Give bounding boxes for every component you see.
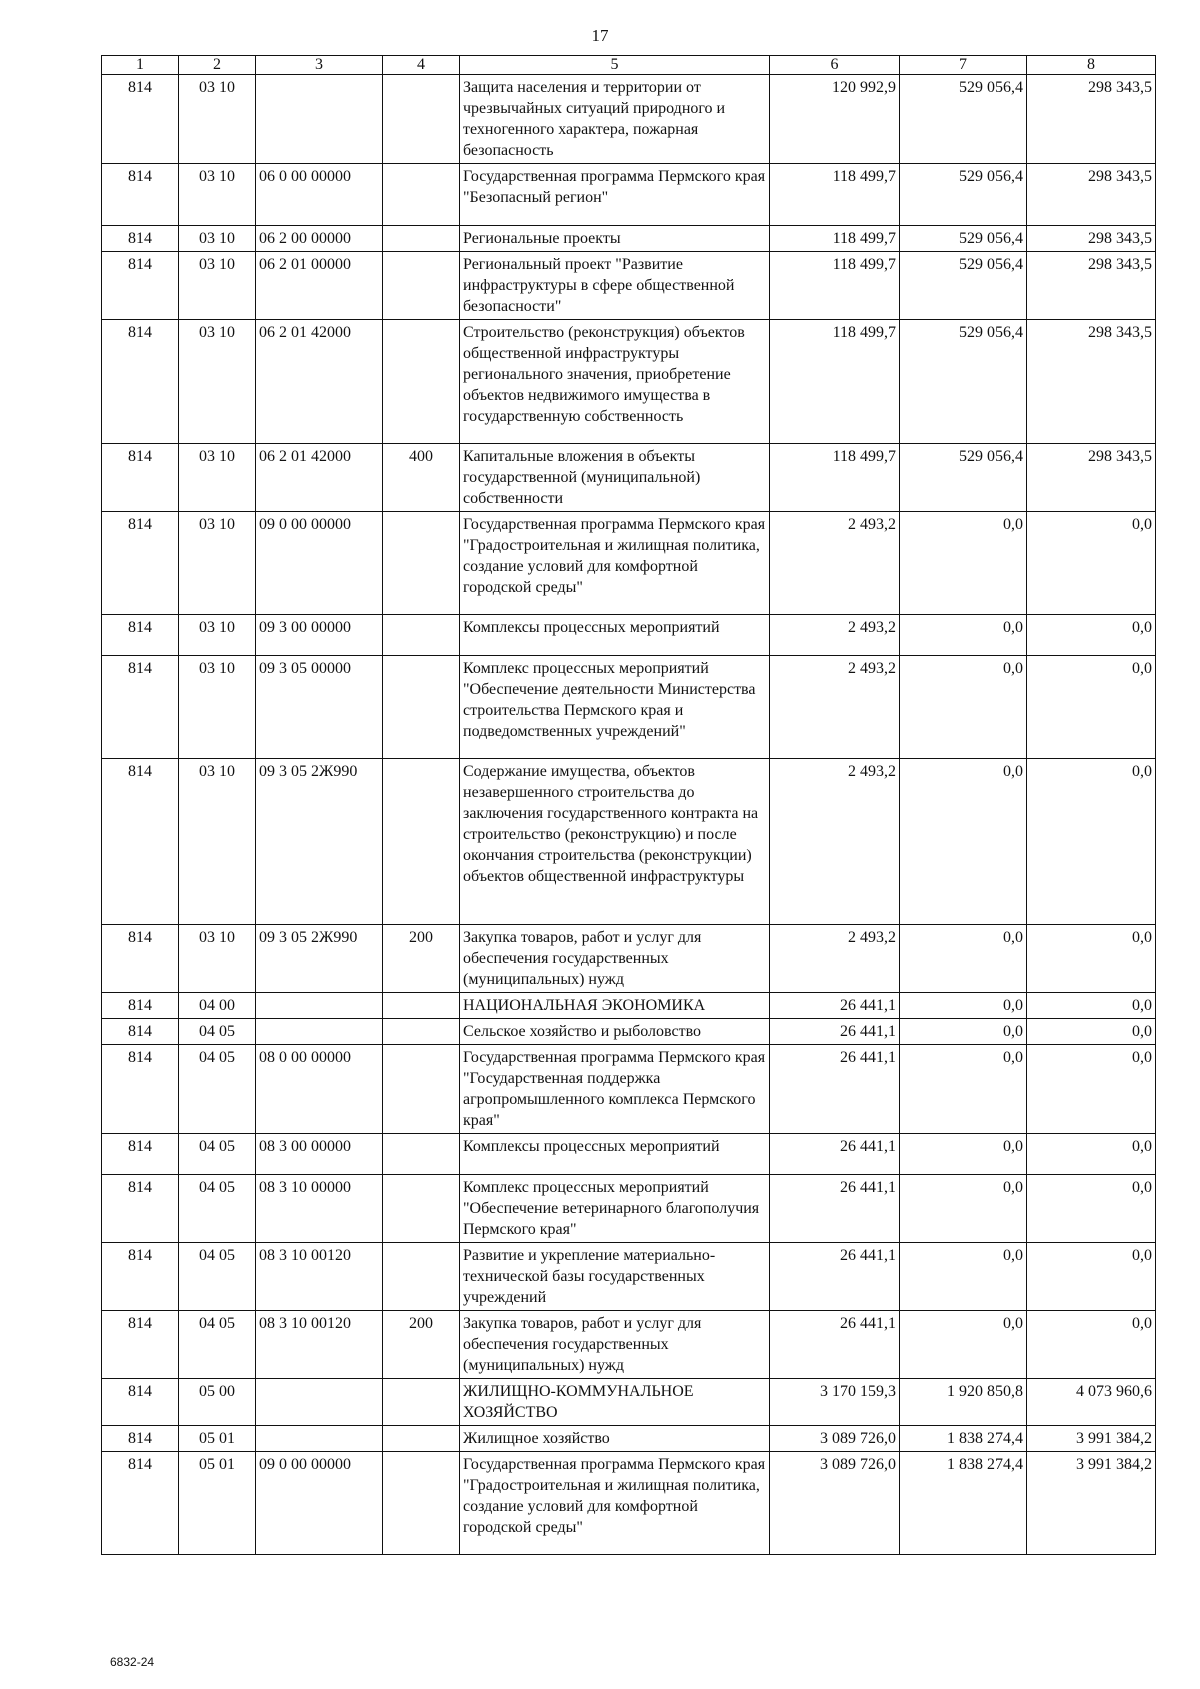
cell-amount-8: 0,0 xyxy=(1027,1311,1156,1379)
table-row xyxy=(102,1379,1156,1426)
cell-expense-type xyxy=(383,1379,460,1426)
table-body xyxy=(102,75,1156,1555)
cell-target-article: 08 3 10 00120 xyxy=(256,1311,383,1379)
column-header: 2 xyxy=(179,56,256,75)
cell-amount-7: 529 056,4 xyxy=(900,226,1027,252)
cell-amount-7: 0,0 xyxy=(900,993,1027,1019)
cell-department: 814 xyxy=(102,512,179,615)
cell-amount-8: 0,0 xyxy=(1027,656,1156,759)
cell-amount-6: 2 493,2 xyxy=(770,925,900,993)
cell-department: 814 xyxy=(102,1379,179,1426)
cell-department: 814 xyxy=(102,164,179,226)
cell-amount-6: 3 089 726,0 xyxy=(770,1452,900,1555)
cell-expense-type xyxy=(383,512,460,615)
cell-section: 04 00 xyxy=(179,993,256,1019)
cell-description: Региональные проекты xyxy=(460,226,770,252)
cell-expense-type xyxy=(383,993,460,1019)
cell-amount-7: 1 920 850,8 xyxy=(900,1379,1027,1426)
cell-department: 814 xyxy=(102,1134,179,1175)
table-header xyxy=(102,56,1156,75)
cell-amount-8: 3 991 384,2 xyxy=(1027,1452,1156,1555)
cell-expense-type: 400 xyxy=(383,444,460,512)
cell-amount-8: 0,0 xyxy=(1027,993,1156,1019)
column-header: 8 xyxy=(1027,56,1156,75)
cell-expense-type xyxy=(383,1175,460,1243)
table-row xyxy=(102,512,1156,615)
cell-department: 814 xyxy=(102,615,179,656)
cell-department: 814 xyxy=(102,226,179,252)
cell-expense-type xyxy=(383,1134,460,1175)
table-row xyxy=(102,320,1156,444)
cell-section: 03 10 xyxy=(179,320,256,444)
cell-amount-8: 0,0 xyxy=(1027,1134,1156,1175)
cell-target-article xyxy=(256,75,383,164)
table-row xyxy=(102,1452,1156,1555)
cell-amount-7: 1 838 274,4 xyxy=(900,1452,1027,1555)
cell-description: Защита населения и территории от чрезвычайных ситуаций природного и техногенного характера, пожарная безопасность xyxy=(460,75,770,164)
cell-description: Государственная программа Пермского края "Безопасный регион" xyxy=(460,164,770,226)
cell-target-article: 08 3 00 00000 xyxy=(256,1134,383,1175)
table-row xyxy=(102,656,1156,759)
cell-target-article: 09 3 05 2Ж990 xyxy=(256,925,383,993)
cell-department: 814 xyxy=(102,252,179,320)
header-row xyxy=(102,56,1156,75)
cell-department: 814 xyxy=(102,1175,179,1243)
cell-section: 04 05 xyxy=(179,1311,256,1379)
column-header: 3 xyxy=(256,56,383,75)
cell-department: 814 xyxy=(102,1045,179,1134)
cell-amount-6: 2 493,2 xyxy=(770,512,900,615)
cell-expense-type xyxy=(383,226,460,252)
table-row xyxy=(102,1311,1156,1379)
cell-amount-8: 0,0 xyxy=(1027,1175,1156,1243)
table-row xyxy=(102,252,1156,320)
cell-description: Государственная программа Пермского края "Градостроительная и жилищная политика, создание условий для комфортной городской среды" xyxy=(460,512,770,615)
cell-amount-6: 26 441,1 xyxy=(770,1311,900,1379)
cell-expense-type xyxy=(383,1019,460,1045)
cell-section: 03 10 xyxy=(179,759,256,925)
cell-section: 05 01 xyxy=(179,1426,256,1452)
cell-amount-6: 3 089 726,0 xyxy=(770,1426,900,1452)
table-row xyxy=(102,1019,1156,1045)
cell-amount-6: 118 499,7 xyxy=(770,164,900,226)
cell-description: Комплекс процессных мероприятий "Обеспечение ветеринарного благополучия Пермского края" xyxy=(460,1175,770,1243)
cell-amount-6: 2 493,2 xyxy=(770,656,900,759)
cell-amount-6: 118 499,7 xyxy=(770,226,900,252)
cell-section: 03 10 xyxy=(179,615,256,656)
cell-department: 814 xyxy=(102,1452,179,1555)
cell-amount-7: 529 056,4 xyxy=(900,444,1027,512)
table-row xyxy=(102,615,1156,656)
cell-description: Сельское хозяйство и рыболовство xyxy=(460,1019,770,1045)
cell-amount-7: 0,0 xyxy=(900,759,1027,925)
cell-amount-8: 4 073 960,6 xyxy=(1027,1379,1156,1426)
cell-department: 814 xyxy=(102,925,179,993)
cell-description: Закупка товаров, работ и услуг для обеспечения государственных (муниципальных) нужд xyxy=(460,1311,770,1379)
cell-target-article: 08 3 10 00000 xyxy=(256,1175,383,1243)
cell-department: 814 xyxy=(102,75,179,164)
cell-department: 814 xyxy=(102,1311,179,1379)
cell-department: 814 xyxy=(102,444,179,512)
cell-amount-8: 0,0 xyxy=(1027,615,1156,656)
cell-expense-type xyxy=(383,75,460,164)
cell-section: 05 01 xyxy=(179,1452,256,1555)
table-row xyxy=(102,75,1156,164)
cell-expense-type xyxy=(383,1426,460,1452)
cell-description: Государственная программа Пермского края "Государственная поддержка агропромышленного комплекса Пермского края" xyxy=(460,1045,770,1134)
cell-expense-type xyxy=(383,656,460,759)
cell-expense-type xyxy=(383,759,460,925)
cell-target-article: 06 0 00 00000 xyxy=(256,164,383,226)
cell-amount-8: 0,0 xyxy=(1027,512,1156,615)
cell-section: 04 05 xyxy=(179,1045,256,1134)
cell-target-article: 09 0 00 00000 xyxy=(256,512,383,615)
cell-amount-8: 0,0 xyxy=(1027,1243,1156,1311)
cell-amount-7: 529 056,4 xyxy=(900,252,1027,320)
cell-description: Содержание имущества, объектов незавершенного строительства до заключения государственного контракта на строительство (реконструкцию) и после окончания строительства (реконструкции) объектов общественной инфраструктуры xyxy=(460,759,770,925)
cell-amount-6: 120 992,9 xyxy=(770,75,900,164)
table-row xyxy=(102,759,1156,925)
cell-amount-6: 2 493,2 xyxy=(770,615,900,656)
cell-section: 03 10 xyxy=(179,75,256,164)
cell-department: 814 xyxy=(102,1243,179,1311)
cell-amount-7: 0,0 xyxy=(900,1134,1027,1175)
cell-description: Капитальные вложения в объекты государственной (муниципальной) собственности xyxy=(460,444,770,512)
cell-department: 814 xyxy=(102,993,179,1019)
cell-expense-type xyxy=(383,252,460,320)
cell-expense-type xyxy=(383,164,460,226)
cell-description: Строительство (реконструкция) объектов общественной инфраструктуры регионального значения, приобретение объектов недвижимого имущества в государственную собственность xyxy=(460,320,770,444)
cell-amount-8: 298 343,5 xyxy=(1027,226,1156,252)
cell-amount-8: 0,0 xyxy=(1027,1019,1156,1045)
cell-amount-7: 0,0 xyxy=(900,1045,1027,1134)
cell-description: НАЦИОНАЛЬНАЯ ЭКОНОМИКА xyxy=(460,993,770,1019)
column-header: 6 xyxy=(770,56,900,75)
cell-description: ЖИЛИЩНО-КОММУНАЛЬНОЕ ХОЗЯЙСТВО xyxy=(460,1379,770,1426)
cell-expense-type xyxy=(383,1452,460,1555)
cell-section: 03 10 xyxy=(179,656,256,759)
cell-expense-type: 200 xyxy=(383,1311,460,1379)
cell-section: 04 05 xyxy=(179,1243,256,1311)
document-code: 6832-24 xyxy=(110,1655,155,1669)
cell-target-article: 09 0 00 00000 xyxy=(256,1452,383,1555)
cell-amount-8: 298 343,5 xyxy=(1027,320,1156,444)
cell-expense-type: 200 xyxy=(383,925,460,993)
cell-department: 814 xyxy=(102,1426,179,1452)
cell-section: 03 10 xyxy=(179,252,256,320)
cell-expense-type xyxy=(383,1045,460,1134)
cell-expense-type xyxy=(383,615,460,656)
cell-department: 814 xyxy=(102,1019,179,1045)
cell-target-article xyxy=(256,1379,383,1426)
cell-amount-8: 298 343,5 xyxy=(1027,252,1156,320)
table-row xyxy=(102,1175,1156,1243)
cell-section: 04 05 xyxy=(179,1134,256,1175)
cell-amount-6: 26 441,1 xyxy=(770,993,900,1019)
cell-description: Развитие и укрепление материально-технической базы государственных учреждений xyxy=(460,1243,770,1311)
cell-target-article: 09 3 05 00000 xyxy=(256,656,383,759)
cell-amount-8: 298 343,5 xyxy=(1027,164,1156,226)
cell-amount-6: 26 441,1 xyxy=(770,1134,900,1175)
cell-section: 03 10 xyxy=(179,164,256,226)
cell-amount-7: 1 838 274,4 xyxy=(900,1426,1027,1452)
cell-target-article: 09 3 00 00000 xyxy=(256,615,383,656)
column-header: 1 xyxy=(102,56,179,75)
budget-table xyxy=(101,55,1156,1555)
cell-amount-7: 0,0 xyxy=(900,1311,1027,1379)
cell-amount-7: 0,0 xyxy=(900,615,1027,656)
column-header: 4 xyxy=(383,56,460,75)
table-row xyxy=(102,1134,1156,1175)
cell-amount-7: 0,0 xyxy=(900,1019,1027,1045)
cell-amount-8: 0,0 xyxy=(1027,925,1156,993)
cell-amount-7: 0,0 xyxy=(900,656,1027,759)
cell-section: 03 10 xyxy=(179,925,256,993)
cell-target-article: 06 2 01 42000 xyxy=(256,320,383,444)
cell-target-article: 08 0 00 00000 xyxy=(256,1045,383,1134)
table-row xyxy=(102,925,1156,993)
cell-expense-type xyxy=(383,1243,460,1311)
cell-amount-7: 0,0 xyxy=(900,925,1027,993)
cell-description: Комплекс процессных мероприятий "Обеспечение деятельности Министерства строительства Пермского края и подведомственных учреждений" xyxy=(460,656,770,759)
table-row xyxy=(102,993,1156,1019)
page-number: 17 xyxy=(591,26,609,45)
cell-amount-6: 118 499,7 xyxy=(770,444,900,512)
cell-description: Комплексы процессных мероприятий xyxy=(460,1134,770,1175)
cell-amount-7: 529 056,4 xyxy=(900,164,1027,226)
cell-section: 03 10 xyxy=(179,226,256,252)
table-row xyxy=(102,226,1156,252)
cell-amount-6: 26 441,1 xyxy=(770,1243,900,1311)
cell-amount-7: 0,0 xyxy=(900,1175,1027,1243)
cell-description: Жилищное хозяйство xyxy=(460,1426,770,1452)
cell-department: 814 xyxy=(102,320,179,444)
cell-department: 814 xyxy=(102,759,179,925)
cell-section: 03 10 xyxy=(179,512,256,615)
cell-section: 05 00 xyxy=(179,1379,256,1426)
cell-amount-7: 0,0 xyxy=(900,1243,1027,1311)
cell-target-article: 08 3 10 00120 xyxy=(256,1243,383,1311)
table-row xyxy=(102,1045,1156,1134)
cell-amount-6: 118 499,7 xyxy=(770,320,900,444)
cell-section: 03 10 xyxy=(179,444,256,512)
cell-description: Региональный проект "Развитие инфраструктуры в сфере общественной безопасности" xyxy=(460,252,770,320)
cell-amount-8: 298 343,5 xyxy=(1027,444,1156,512)
cell-target-article: 06 2 01 00000 xyxy=(256,252,383,320)
cell-amount-8: 3 991 384,2 xyxy=(1027,1426,1156,1452)
cell-target-article: 06 2 01 42000 xyxy=(256,444,383,512)
cell-description: Комплексы процессных мероприятий xyxy=(460,615,770,656)
table-row xyxy=(102,164,1156,226)
cell-description: Государственная программа Пермского края "Градостроительная и жилищная политика, создание условий для комфортной городской среды" xyxy=(460,1452,770,1555)
cell-amount-8: 298 343,5 xyxy=(1027,75,1156,164)
cell-amount-7: 529 056,4 xyxy=(900,320,1027,444)
cell-amount-6: 26 441,1 xyxy=(770,1019,900,1045)
cell-target-article xyxy=(256,1426,383,1452)
table-row xyxy=(102,444,1156,512)
cell-amount-6: 2 493,2 xyxy=(770,759,900,925)
cell-target-article xyxy=(256,1019,383,1045)
cell-amount-7: 0,0 xyxy=(900,512,1027,615)
table-row xyxy=(102,1426,1156,1452)
cell-target-article: 06 2 00 00000 xyxy=(256,226,383,252)
cell-amount-8: 0,0 xyxy=(1027,759,1156,925)
cell-amount-6: 3 170 159,3 xyxy=(770,1379,900,1426)
column-header: 5 xyxy=(460,56,770,75)
cell-target-article xyxy=(256,993,383,1019)
cell-section: 04 05 xyxy=(179,1019,256,1045)
cell-amount-7: 529 056,4 xyxy=(900,75,1027,164)
cell-department: 814 xyxy=(102,656,179,759)
cell-amount-6: 26 441,1 xyxy=(770,1175,900,1243)
cell-target-article: 09 3 05 2Ж990 xyxy=(256,759,383,925)
cell-description: Закупка товаров, работ и услуг для обеспечения государственных (муниципальных) нужд xyxy=(460,925,770,993)
cell-expense-type xyxy=(383,320,460,444)
cell-section: 04 05 xyxy=(179,1175,256,1243)
cell-amount-8: 0,0 xyxy=(1027,1045,1156,1134)
cell-amount-6: 26 441,1 xyxy=(770,1045,900,1134)
table-row xyxy=(102,1243,1156,1311)
cell-amount-6: 118 499,7 xyxy=(770,252,900,320)
column-header: 7 xyxy=(900,56,1027,75)
